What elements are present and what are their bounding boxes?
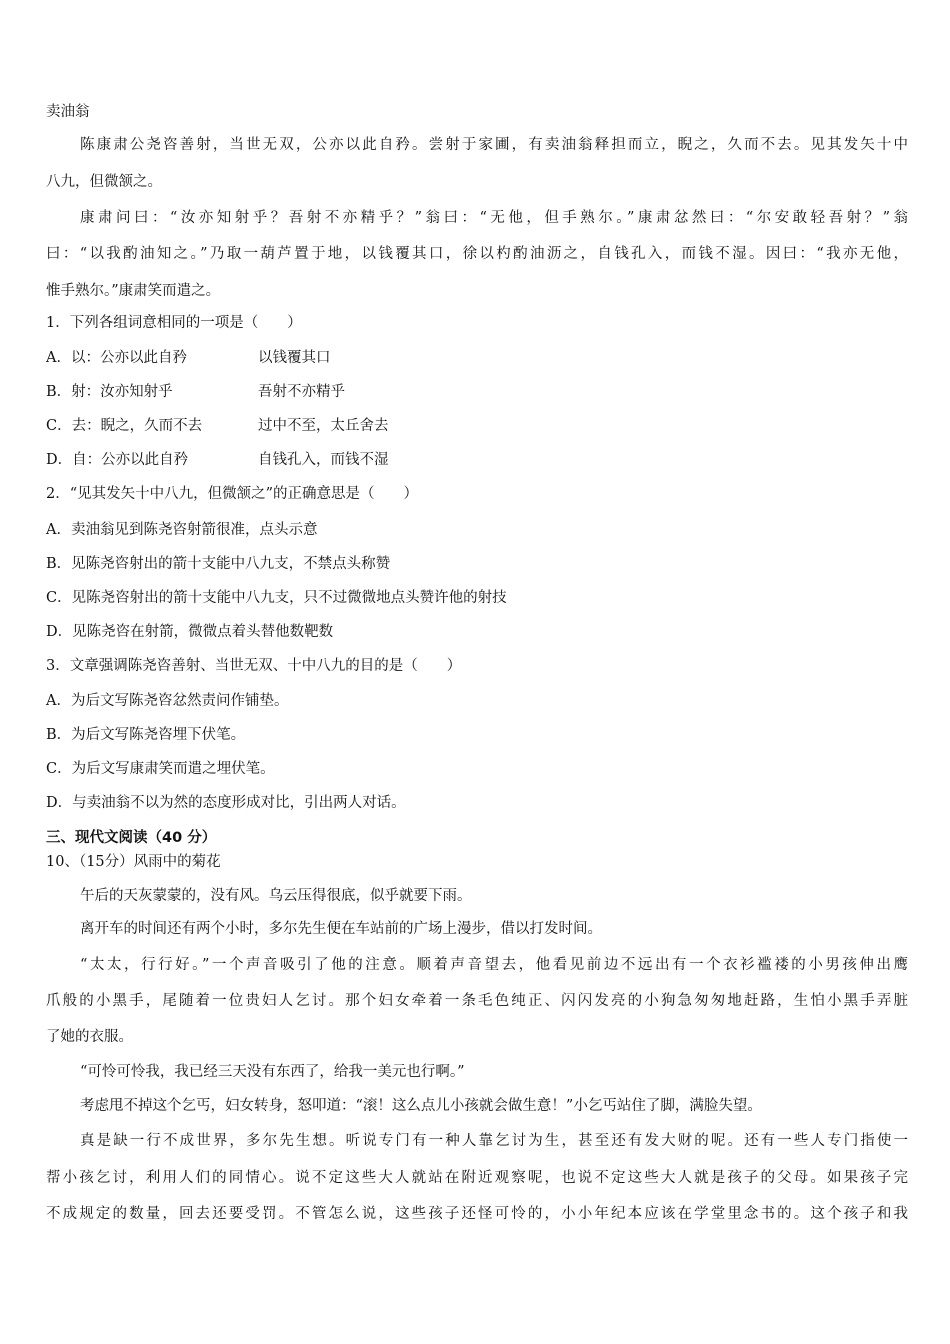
- question-1-option-c: [46, 416, 389, 436]
- story-line-2: 离开车的时间还有两个小时，多尔先生便在车站前的广场上漫步，借以打发时间。: [80, 921, 602, 937]
- story-line-10: 不成规定的数量，回去还要受罚。不管怎么说，这些孩子还怪可怜的，小小年纪本应该在学堂里念书的。这个孩子和我: [46, 1206, 908, 1222]
- option-pair: 以钱覆其口: [258, 350, 331, 366]
- story-line-4: 爪般的小黑手，尾随着一位贵妇人乞讨。那个妇女牵着一条毛色纯正、闪闪发亮的小狗急匆匆地赶路，生怕小黑手弄脏: [46, 993, 908, 1009]
- passage-title: 卖油翁: [46, 104, 90, 120]
- option-pair: 过中不至，太丘舍去: [258, 418, 389, 434]
- story-line-7: 考虑甩不掉这个乞丐，妇女转身，怒叩道：“滚！这么点儿小孩就会做生意！”小乞丐站住了脚，满脸失望。: [80, 1098, 762, 1114]
- story-line-3: “太太，行行好。”一个声音吸引了他的注意。顺着声音望去，他看见前边不远出有一个衣衫褴褛的小男孩伸出鹰: [80, 957, 908, 973]
- option-pair: 自钱孔入，而钱不湿: [258, 452, 389, 468]
- section-3-heading: 三、现代文阅读（40 分）: [46, 830, 217, 846]
- option-pair: 吾射不亦精乎: [258, 384, 345, 400]
- question-1-option-d: [46, 450, 389, 470]
- question-1-option-a: [46, 348, 331, 368]
- passage-paragraph-1-line-1: 陈康肃公尧咨善射，当世无双，公亦以此自矜。尝射于家圃，有卖油翁释担而立，睨之，久而不去。见其发矢十中: [80, 137, 908, 153]
- question-2-stem: 2．“见其发矢十中八九，但微颔之”的正确意思是（ ）: [46, 486, 419, 502]
- story-line-8: 真是缺一行不成世界，多尔先生想。听说专门有一种人靠乞讨为生，甚至还有发大财的呢。还有一些人专门指使一: [80, 1133, 908, 1149]
- question-2-option-a: A．卖油翁见到陈尧咨射箭很准，点头示意: [46, 522, 318, 538]
- passage-paragraph-2-line-2: 曰：“以我酌油知之。”乃取一葫芦置于地，以钱覆其口，徐以杓酌油沥之，自钱孔入，而钱不湿。因曰：“我亦无他，: [46, 246, 908, 262]
- question-3-option-b: B．为后文写陈尧咨埋下伏笔。: [46, 727, 246, 743]
- story-line-1: 午后的天灰蒙蒙的，没有风。乌云压得很底，似乎就要下雨。: [80, 888, 472, 904]
- option-label: D．自：公亦以此自矜: [46, 452, 189, 468]
- question-3-option-c: C．为后文写康肃笑而遣之埋伏笔。: [46, 761, 275, 777]
- question-1-stem: 1．下列各组词意相同的一项是（ ）: [46, 315, 302, 331]
- question-3-option-d: D．与卖油翁不以为然的态度形成对比，引出两人对话。: [46, 795, 406, 811]
- story-line-6: “可怜可怜我，我已经三天没有东西了，给我一美元也行啊。”: [80, 1064, 465, 1080]
- passage-paragraph-1-line-2: 八九，但微颔之。: [46, 174, 162, 190]
- passage-paragraph-2-line-1: 康肃问曰：“汝亦知射乎？吾射不亦精乎？”翁曰：“无他，但手熟尔。”康肃忿然曰：“尔安敢轻吾射？”翁: [80, 210, 908, 226]
- question-3-stem: 3．文章强调陈尧咨善射、当世无双、十中八九的目的是（ ）: [46, 658, 462, 674]
- question-1-option-b: [46, 382, 345, 402]
- story-line-5: 了她的衣服。: [46, 1029, 133, 1045]
- question-10-title: 10、（15分）风雨中的菊花: [46, 854, 221, 870]
- question-2-option-b: B．见陈尧咨射出的箭十支能中八九支，不禁点头称赞: [46, 556, 391, 572]
- question-2-option-c: C．见陈尧咨射出的箭十支能中八九支，只不过微微地点头赞许他的射技: [46, 590, 507, 606]
- story-line-9: 帮小孩乞讨，利用人们的同情心。说不定这些大人就站在附近观察呢，也说不定这些大人就是孩子的父母。如果孩子完: [46, 1170, 908, 1186]
- passage-paragraph-2-line-3: 惟手熟尔。”康肃笑而遣之。: [46, 283, 221, 299]
- question-3-option-a: A．为后文写陈尧咨忿然责问作铺垫。: [46, 693, 289, 709]
- question-2-option-d: D．见陈尧咨在射箭，微微点着头替他数靶数: [46, 624, 334, 640]
- option-label: B．射：汝亦知射乎: [46, 384, 173, 400]
- option-label: A．以：公亦以此自矜: [46, 350, 187, 366]
- option-label: C．去：睨之，久而不去: [46, 418, 203, 434]
